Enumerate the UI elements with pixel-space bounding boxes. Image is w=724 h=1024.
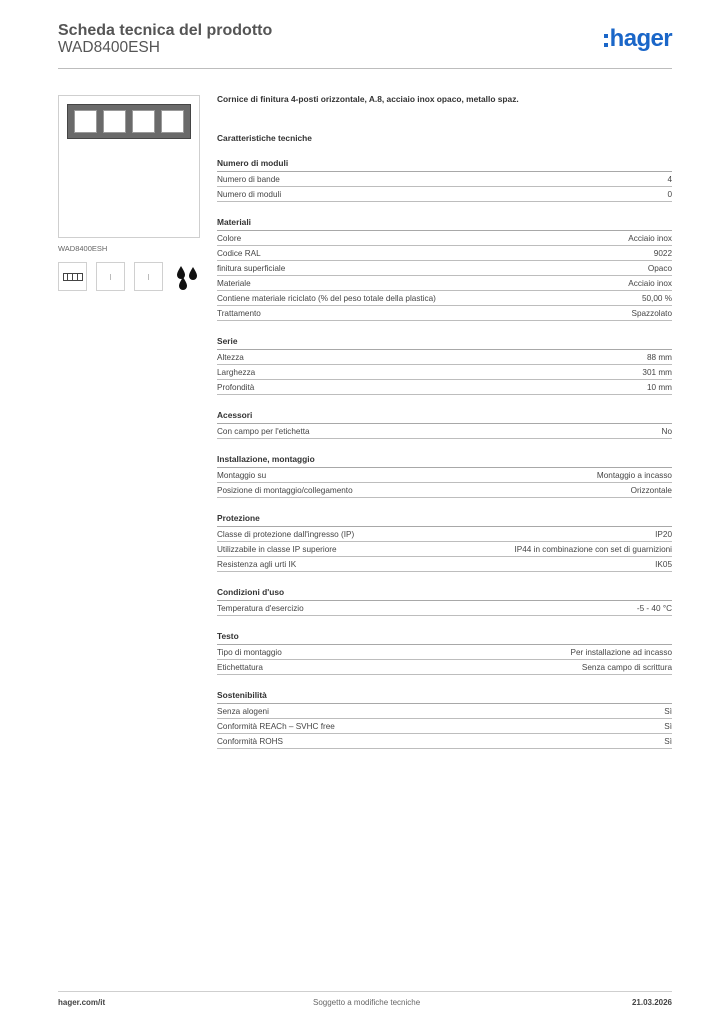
water-drops-icon [172, 262, 201, 291]
hager-logo [604, 26, 672, 52]
placeholder-icon [96, 262, 125, 291]
spec-row [217, 276, 672, 291]
section-title: Caratteristiche tecniche [217, 133, 312, 143]
spec-row [217, 734, 672, 749]
spec-value: 9022 [653, 249, 672, 258]
spec-group-title: Testo [217, 616, 672, 645]
spec-value: 301 mm [642, 368, 672, 377]
spec-value: Montaggio a incasso [596, 471, 672, 480]
spec-label: Classe di protezione dall'ingresso (IP) [217, 530, 355, 539]
header-divider [58, 68, 672, 69]
spec-row [217, 365, 672, 380]
spec-label: Resistenza agli urti IK [217, 560, 297, 569]
image-caption: WAD8400ESH [58, 244, 108, 253]
logo-dots-icon [604, 34, 608, 47]
spec-value: 50,00 % [641, 294, 672, 303]
spec-row [217, 291, 672, 306]
spec-value: Acciaio inox [628, 234, 672, 243]
spec-group-title: Numero di moduli [217, 144, 672, 172]
spec-value: IP20 [655, 530, 672, 539]
spec-group-title: Installazione, montaggio [217, 439, 672, 468]
spec-value: Senza campo di scrittura [581, 663, 672, 672]
spec-label: Tipo di montaggio [217, 648, 282, 657]
logo-text: hager [609, 25, 672, 52]
spec-row [217, 557, 672, 572]
spec-label: Colore [217, 234, 242, 243]
spec-group-title: Sostenibilità [217, 675, 672, 704]
footer-website: hager.com/it [58, 998, 106, 1007]
spec-label: Conformità ROHS [217, 737, 283, 746]
spec-value: -5 - 40 °C [636, 604, 672, 613]
spec-label: Larghezza [217, 368, 256, 377]
spec-groups [217, 144, 672, 749]
spec-row [217, 601, 672, 616]
spec-label: Conformità REACh – SVHC free [217, 722, 335, 731]
spec-value: IK05 [655, 560, 672, 569]
document-title: Scheda tecnica del prodotto [58, 22, 273, 39]
spec-label: Trattamento [217, 309, 261, 318]
spec-label: Codice RAL [217, 249, 261, 258]
product-code: WAD8400ESH [58, 39, 160, 56]
spec-label: Montaggio su [217, 471, 267, 480]
spec-row [217, 527, 672, 542]
spec-group-title: Serie [217, 321, 672, 350]
spec-value: 88 mm [646, 353, 672, 362]
footer-date: 21.03.2026 [631, 998, 672, 1007]
spec-row [217, 231, 672, 246]
spec-value: Spazzolato [631, 309, 672, 318]
spec-label: Profondità [217, 383, 255, 392]
spec-row [217, 645, 672, 660]
product-image [58, 95, 200, 238]
spec-row [217, 380, 672, 395]
spec-value: 10 mm [646, 383, 672, 392]
spec-row [217, 172, 672, 187]
spec-label: Altezza [217, 353, 244, 362]
spec-value: Sì [664, 737, 672, 746]
spec-value: Acciaio inox [628, 279, 672, 288]
spec-row [217, 483, 672, 498]
frame-window [103, 110, 126, 133]
spec-label: finitura superficiale [217, 264, 286, 273]
spec-group-title: Condizioni d'uso [217, 572, 672, 601]
spec-value: Opaco [647, 264, 672, 273]
footer-divider [58, 991, 672, 992]
placeholder-icon [134, 262, 163, 291]
spec-row [217, 246, 672, 261]
spec-row [217, 719, 672, 734]
spec-label: Temperatura d'esercizio [217, 604, 304, 613]
product-description: Cornice di finitura 4-posti orizzontale, A.8, acciaio inox opaco, metallo spaz. [217, 94, 519, 104]
spec-label: Etichettatura [217, 663, 263, 672]
spec-label: Contiene materiale riciclato (% del peso totale della plastica) [217, 294, 436, 303]
spec-row [217, 660, 672, 675]
spec-label: Posizione di montaggio/collegamento [217, 486, 353, 495]
spec-value: Per installazione ad incasso [570, 648, 672, 657]
spec-value: Sì [664, 707, 672, 716]
frame-window [161, 110, 184, 133]
spec-row [217, 704, 672, 719]
spec-group-title: Acessori [217, 395, 672, 424]
specifications [217, 94, 672, 749]
spec-label: Materiale [217, 279, 251, 288]
spec-row [217, 187, 672, 202]
spec-label: Numero di bande [217, 175, 280, 184]
spec-row [217, 261, 672, 276]
spec-row [217, 468, 672, 483]
frame-window [132, 110, 155, 133]
spec-row [217, 542, 672, 557]
spec-label: Con campo per l'etichetta [217, 427, 310, 436]
spec-label: Numero di moduli [217, 190, 282, 199]
spec-value: Sì [664, 722, 672, 731]
frame-window [74, 110, 97, 133]
spec-label: Senza alogeni [217, 707, 269, 716]
spec-value: No [661, 427, 672, 436]
spec-group-title: Protezione [217, 498, 672, 527]
spec-row [217, 306, 672, 321]
spec-value: IP44 in combinazione con set di guarnizioni [514, 545, 672, 554]
footer-note: Soggetto a modifiche tecniche [313, 998, 421, 1007]
spec-row [217, 424, 672, 439]
spec-value: 0 [667, 190, 672, 199]
spec-label: Utilizzabile in classe IP superiore [217, 545, 337, 554]
frame-plate-illustration [67, 104, 191, 139]
spec-value: 4 [667, 175, 672, 184]
spec-row [217, 350, 672, 365]
spec-group-title: Materiali [217, 202, 672, 231]
modules-icon [58, 262, 87, 291]
spec-value: Orizzontale [630, 486, 672, 495]
